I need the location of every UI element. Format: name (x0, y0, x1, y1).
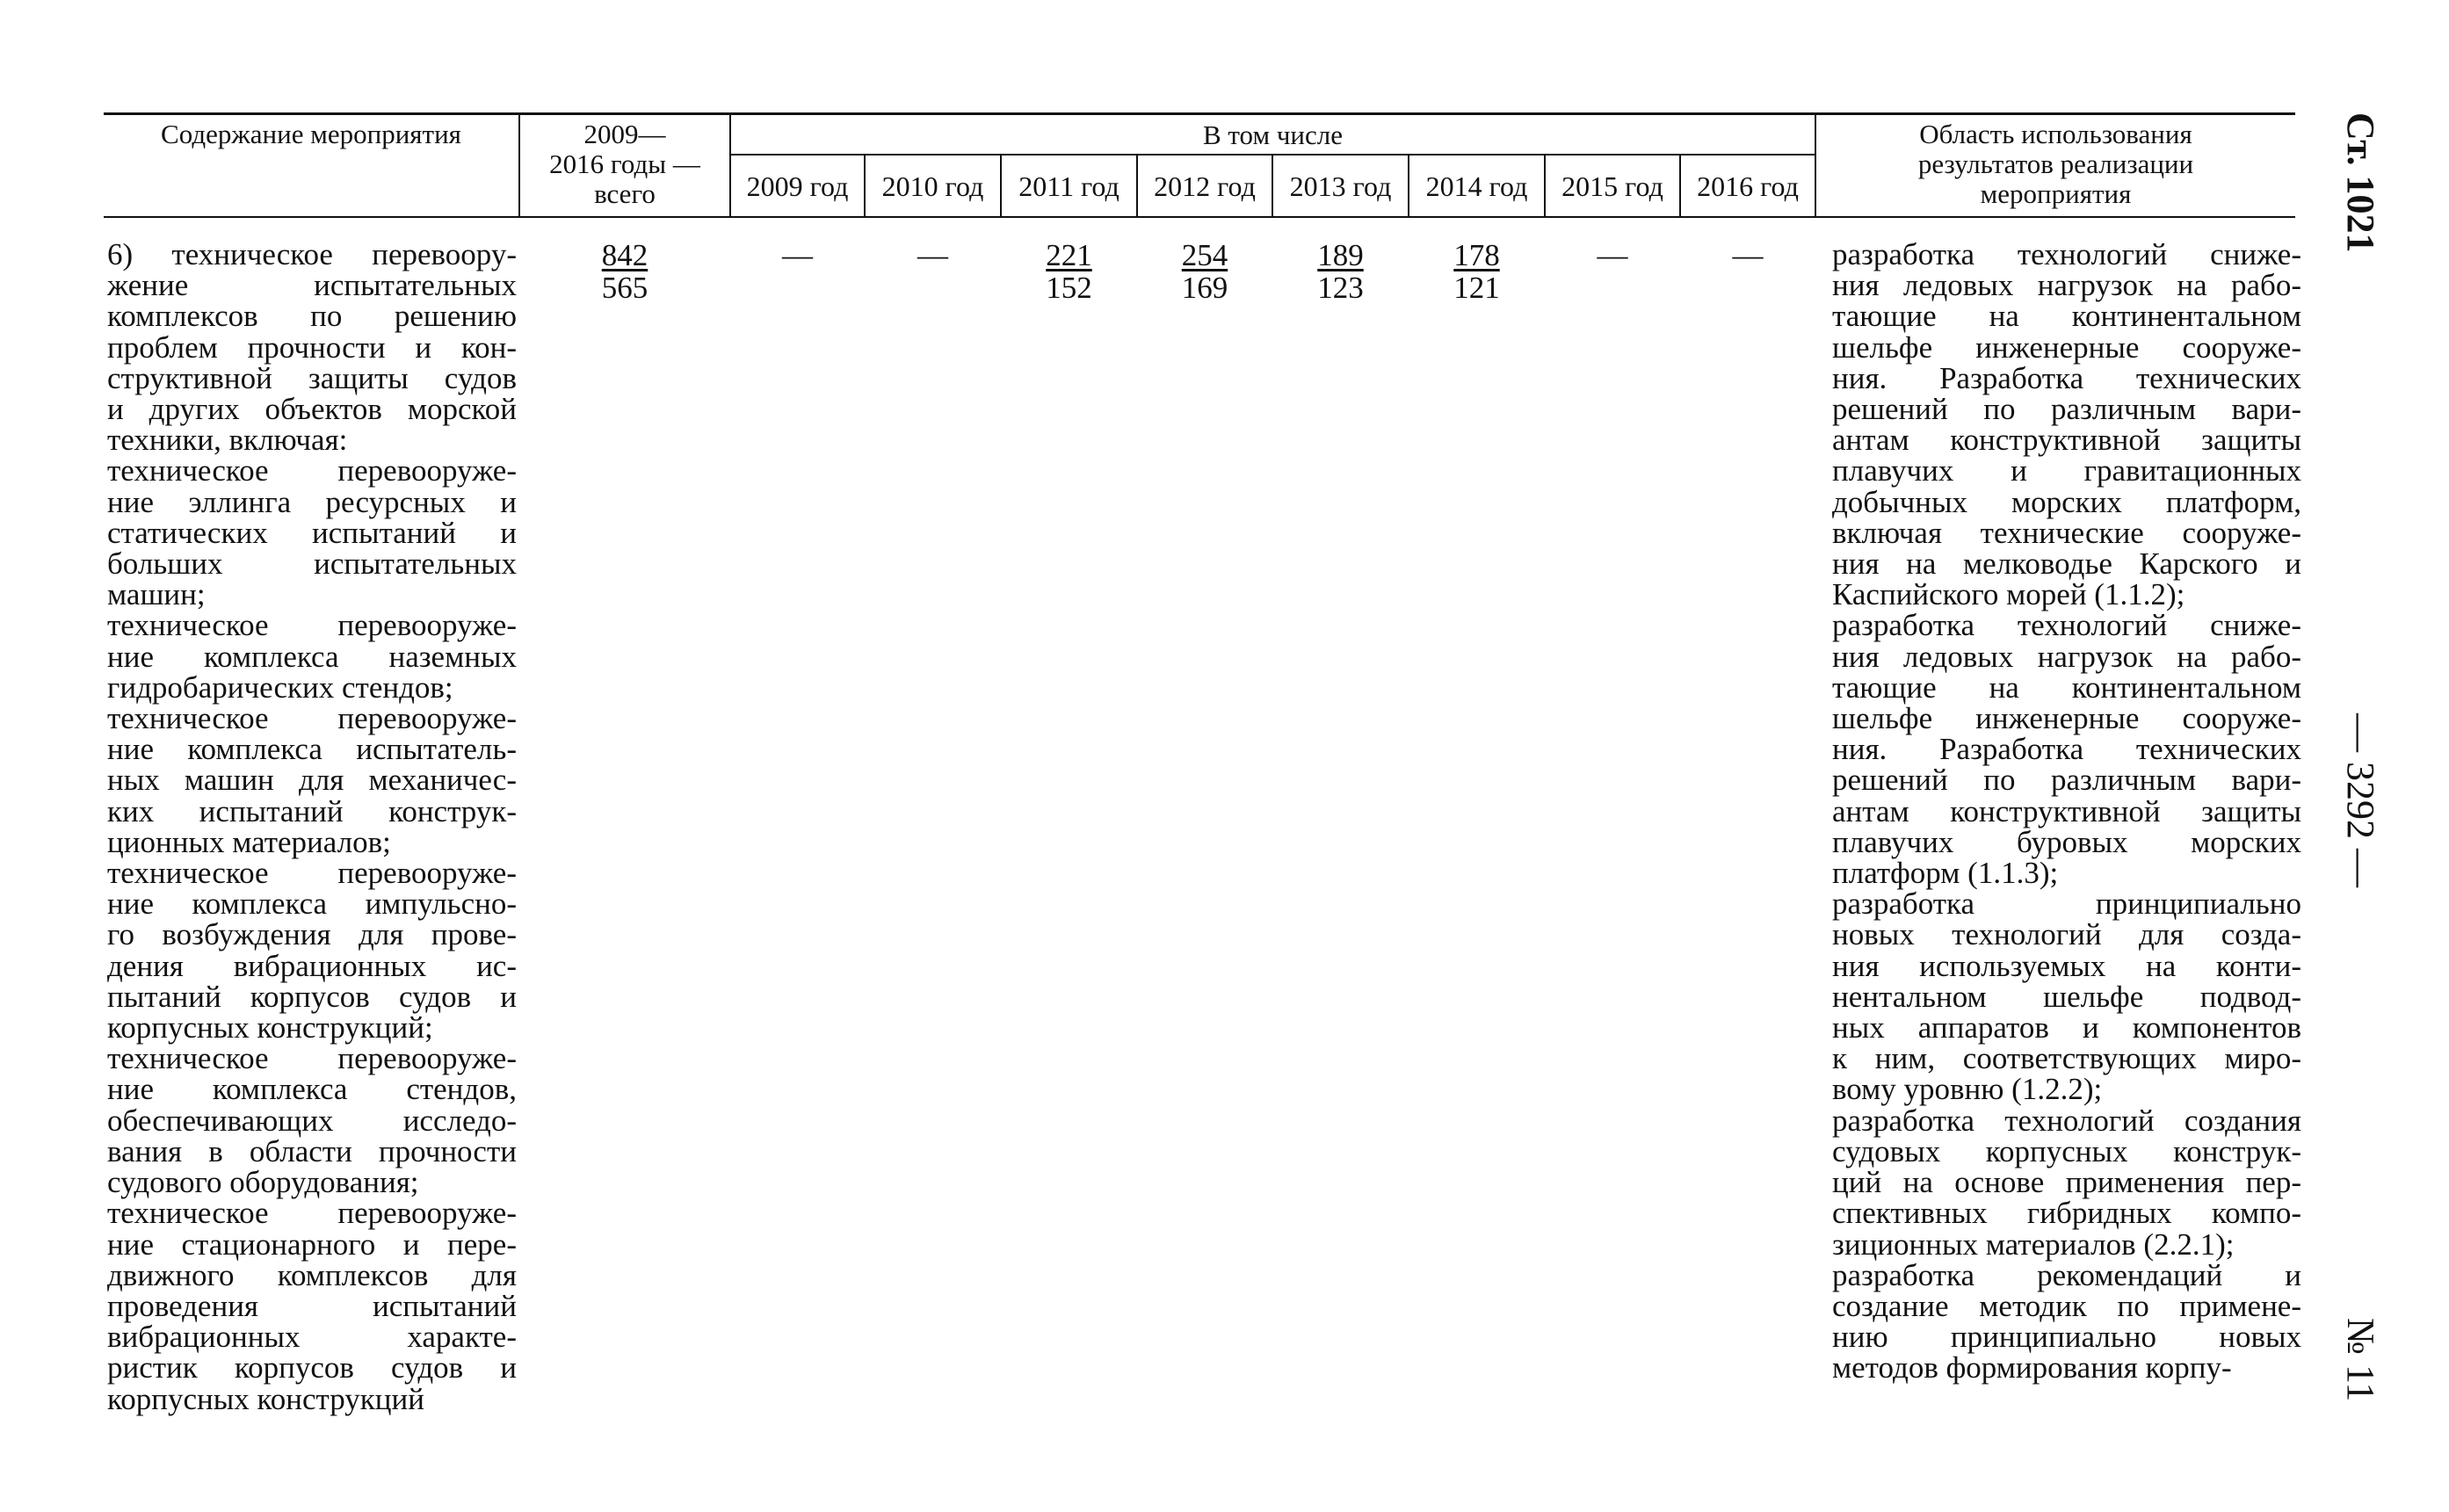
text-line: больших испытательных (107, 546, 517, 582)
total-bottom: 565 (601, 271, 648, 305)
article-number: Ст. 1021 (2339, 112, 2382, 253)
text-line: ных машин для механичес- (107, 763, 517, 798)
text-line: включая технические сооруже- (1832, 515, 2301, 550)
text-line: техническое перевооруже- (107, 701, 517, 736)
total-value (520, 239, 729, 304)
text-line: методов формирования корпу- (1832, 1350, 2232, 1385)
text-line: антам конструктивной защиты (1832, 793, 2301, 828)
text-line: ких испытаний конструк- (107, 793, 517, 828)
header-total: 2009— 2016 годы — всего (549, 119, 700, 209)
text-line: спективных гибридных компо- (1832, 1196, 2301, 1231)
year-value-top: 189 (1317, 238, 1364, 272)
year-dash: — (917, 238, 948, 272)
text-line: ние стационарного и пере- (107, 1226, 517, 1262)
year-header: 2015 год (1561, 170, 1663, 202)
text-line: ций на основе применения пер- (1832, 1165, 2301, 1200)
year-value-bottom: 123 (1317, 271, 1364, 305)
text-line: ния ледовых нагрузок на рабо- (1832, 639, 2301, 674)
text-line: тающие на континентальном (1832, 669, 2301, 705)
text-line: шельфе инженерные сооруже- (1832, 329, 2301, 365)
text-line: нию принципиально новых (1832, 1320, 2301, 1355)
text-line: 6) техническое перевоору- (107, 237, 517, 271)
text-line: ния используемых на конти- (1832, 948, 2301, 983)
year-header: 2016 год (1697, 170, 1799, 202)
text-line: структивной защиты судов (107, 360, 517, 395)
year-dash: — (782, 238, 813, 272)
text-line: ных аппаратов и компонентов (1832, 1010, 2301, 1045)
text-line: тающие на континентальном (1832, 299, 2301, 334)
year-value (1409, 239, 1544, 304)
page-number: — 3292 — (2339, 713, 2382, 887)
text-line: корпусных конструкций; (107, 1010, 433, 1045)
year-header: 2012 год (1154, 170, 1256, 202)
text-line: статических испытаний и (107, 515, 517, 550)
year-header: 2011 год (1018, 170, 1119, 202)
text-line: разработка принципиально (1832, 886, 2301, 922)
issue-number: № 11 (2339, 1318, 2382, 1402)
text-line: ристик корпусов судов и (107, 1350, 517, 1385)
text-line: плавучих буровых морских (1832, 824, 2301, 859)
text-line: зиционных материалов (2.2.1); (1832, 1226, 2235, 1262)
text-line: техническое перевооруже- (107, 856, 517, 891)
text-line: обеспечивающих исследо- (107, 1103, 517, 1138)
text-line: корпусных конструкций (107, 1381, 424, 1416)
text-line: новых технологий для созда- (1832, 917, 2301, 952)
text-line: разработка технологий сниже- (1832, 608, 2301, 643)
year-dash: — (1732, 238, 1764, 272)
text-line: вания в области прочности (107, 1133, 517, 1168)
total-top: 842 (601, 238, 648, 272)
results-area (1832, 239, 2301, 1384)
text-line: проблем прочности и кон- (107, 329, 517, 365)
text-line: техники, включая: (107, 423, 348, 458)
text-line: ния ледовых нагрузок на рабо- (1832, 268, 2301, 303)
text-line: вибрационных характе- (107, 1320, 517, 1355)
year-header: 2010 год (881, 170, 984, 202)
text-line: создание методик по примене- (1832, 1288, 2301, 1323)
header-including: В том числе (1202, 119, 1343, 150)
text-line: шельфе инженерные сооруже- (1832, 701, 2301, 736)
text-line: движного комплексов для (107, 1257, 517, 1292)
text-line: проведения испытаний (107, 1288, 517, 1323)
text-line: гидробарических стендов; (107, 669, 453, 705)
year-value (1273, 239, 1408, 304)
text-line: ние комплекса наземных (107, 639, 517, 674)
text-line: платформ (1.1.3); (1832, 856, 2059, 891)
text-line: плавучих и гравитационных (1832, 453, 2301, 488)
text-line: ния на мелководье Карского и (1832, 546, 2301, 582)
text-line: к ним, соответствующих миро- (1832, 1041, 2301, 1076)
text-line: дения вибрационных ис- (107, 948, 517, 983)
text-line: ционных материалов; (107, 824, 391, 859)
year-header: 2014 год (1425, 170, 1528, 202)
text-line: вому уровню (1.2.2); (1832, 1072, 2103, 1107)
text-line: ние эллинга ресурсных и (107, 484, 517, 519)
text-line: машин; (107, 577, 206, 612)
text-line: судовых корпусных конструк- (1832, 1133, 2301, 1168)
text-line: техническое перевооруже- (107, 1196, 517, 1231)
text-line: и других объектов морской (107, 392, 517, 427)
text-line: ние комплекса испытатель- (107, 732, 517, 767)
text-line: ние комплекса импульсно- (107, 886, 517, 922)
text-line: Каспийского морей (1.1.2); (1832, 577, 2185, 612)
header-area: Область использования результатов реализации мероприятия (1917, 119, 2194, 209)
text-line: комплексов по решению (107, 299, 517, 334)
year-value-top: 221 (1046, 238, 1092, 272)
text-line: жение испытательных (107, 268, 517, 303)
year-value (1138, 239, 1272, 304)
text-line: антам конструктивной защиты (1832, 423, 2301, 458)
text-line: разработка технологий создания (1832, 1103, 2301, 1138)
year-value-bottom: 121 (1453, 271, 1500, 305)
year-value (1002, 239, 1136, 304)
text-line: ния. Разработка технических (1832, 360, 2301, 395)
header-content: Содержание мероприятия (161, 119, 461, 149)
text-line: ния. Разработка технических (1832, 732, 2301, 767)
measure-content (107, 239, 517, 1414)
text-line: судового оборудования; (107, 1165, 419, 1200)
text-line: техническое перевооруже- (107, 453, 517, 488)
year-header: 2009 год (746, 170, 849, 202)
table-top-rule (104, 112, 2295, 115)
text-line: решений по различным вари- (1832, 392, 2301, 427)
text-line: техническое перевооруже- (107, 608, 517, 643)
text-line: нентальном шельфе подвод- (1832, 979, 2301, 1014)
text-line: ние комплекса стендов, (107, 1072, 517, 1107)
year-value-top: 178 (1453, 238, 1500, 272)
text-line: разработка технологий сниже- (1832, 237, 2301, 271)
text-line: разработка рекомендаций и (1832, 1257, 2301, 1292)
text-line: решений по различным вари- (1832, 763, 2301, 798)
year-dash: — (1597, 238, 1628, 272)
text-line: го возбуждения для прове- (107, 917, 517, 952)
text-line: пытаний корпусов судов и (107, 979, 517, 1014)
year-header: 2013 год (1289, 170, 1392, 202)
year-value-bottom: 152 (1046, 271, 1092, 305)
text-line: добычных морских платформ, (1832, 484, 2301, 519)
text-line: техническое перевооруже- (107, 1041, 517, 1076)
year-value-bottom: 169 (1181, 271, 1228, 305)
year-value-top: 254 (1181, 238, 1228, 272)
